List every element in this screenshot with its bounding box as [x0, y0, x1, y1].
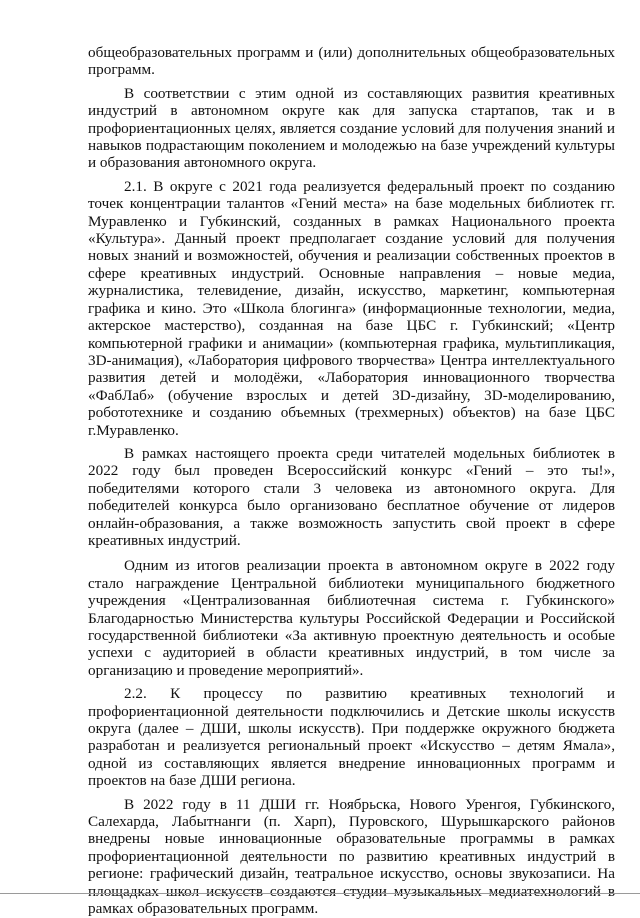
document-page — [88, 44, 615, 918]
paragraph-award: Одним из итогов реализации проекта в автономном округе в 2022 году стало награждение Центральной библиотеки муниципального бюджетного учреждения «Централизованная библиотечная система г. Губкинского» Благодарностью Министерства культуры Российской Федерации и Российской государственной библиотеки «За активную проектную деятельность и особые успехи с аудиторией в области креативных индустрий, в том числе за организацию и проведение мероприятий». — [88, 557, 615, 679]
paragraph-creative-industries-intro: В соответствии с этим одной из составляющих развития креативных индустрий в автономном округе как для запуска стартапов, так и в профориентационных целях, является создание условий для получения знаний и навыков подрастающим поколением и молодежью на базе учреждений культуры и образования автономного округа. — [88, 84, 615, 172]
paragraph-section-2-1: 2.1. В округе с 2021 года реализуется федеральный проект по созданию точек концентрации талантов «Гений места» на базе модельных библиотек гг. Муравленко и Губкинский, созданных в рамках Национального проекта «Культура». Данный проект предполагает создание условий для получения новых знаний и возможностей, обучения и реализации собственных проектов в сфере креативных индустрий. Основные направления – новые медиа, журналистика, телевидение, дизайн, искусство, маркетинг, компьютерная графика и кино. Это «Школа блогинга» (информационные технологии, медиа, актерское мастерство), созданная на базе ЦБС г. Губкинский; «Центр компьютерной графики и анимации» (компьютерная графика, мультипликация, 3D-анимация), «Лаборатория цифрового творчества» Центра интеллектуального развития детей и молодёжи, «Лаборатория инновационного творчества «ФабЛаб» (обучение взрослых и детей 3D-дизайну, 3D-моделированию, робототехнике и созданию объемных (трехмерных) объектов) на базе ЦБС г.Муравленко. — [88, 177, 615, 439]
paragraph-contest: В рамках настоящего проекта среди читателей модельных библиотек в 2022 году был проведен Всероссийский конкурс «Гений – это ты!», победителями которого стали 3 человека из автономного округа. Для победителей конкурса было организовано бесплатное обучение от лидеров онлайн-образования, а также возможность запустить свой проект в сфере креативных индустрий. — [88, 444, 615, 549]
page-bottom-edge — [0, 893, 640, 894]
paragraph-art-schools: В 2022 году в 11 ДШИ гг. Ноябрьска, Нового Уренгоя, Губкинского, Салехарда, Лабытнанги (п. Харп), Пуровского, Шурышкарского районов внедрены новые инновационные образовательные программы в рамках профориентационной деятельности по развитию креативных индустрий в регионе: графический дизайн, театральное искусство, основы звукозаписи. На площадках школ искусств создаются студии музыкальных медиатехнологий в рамках образовательных программ. — [88, 795, 615, 918]
paragraph-section-2-2: 2.2. К процессу по развитию креативных технологий и профориентационной деятельности подключились и Детские школы искусств округа (далее – ДШИ, школы искусств). При поддержке окружного бюджета разработан и реализуется региональный проект «Искусство – детям Ямала», одной из составляющих является внедрение инновационных программ и проектов на базе ДШИ региона. — [88, 685, 615, 790]
paragraph-continuation: общеобразовательных программ и (или) дополнительных общеобразовательных программ. — [88, 44, 615, 79]
